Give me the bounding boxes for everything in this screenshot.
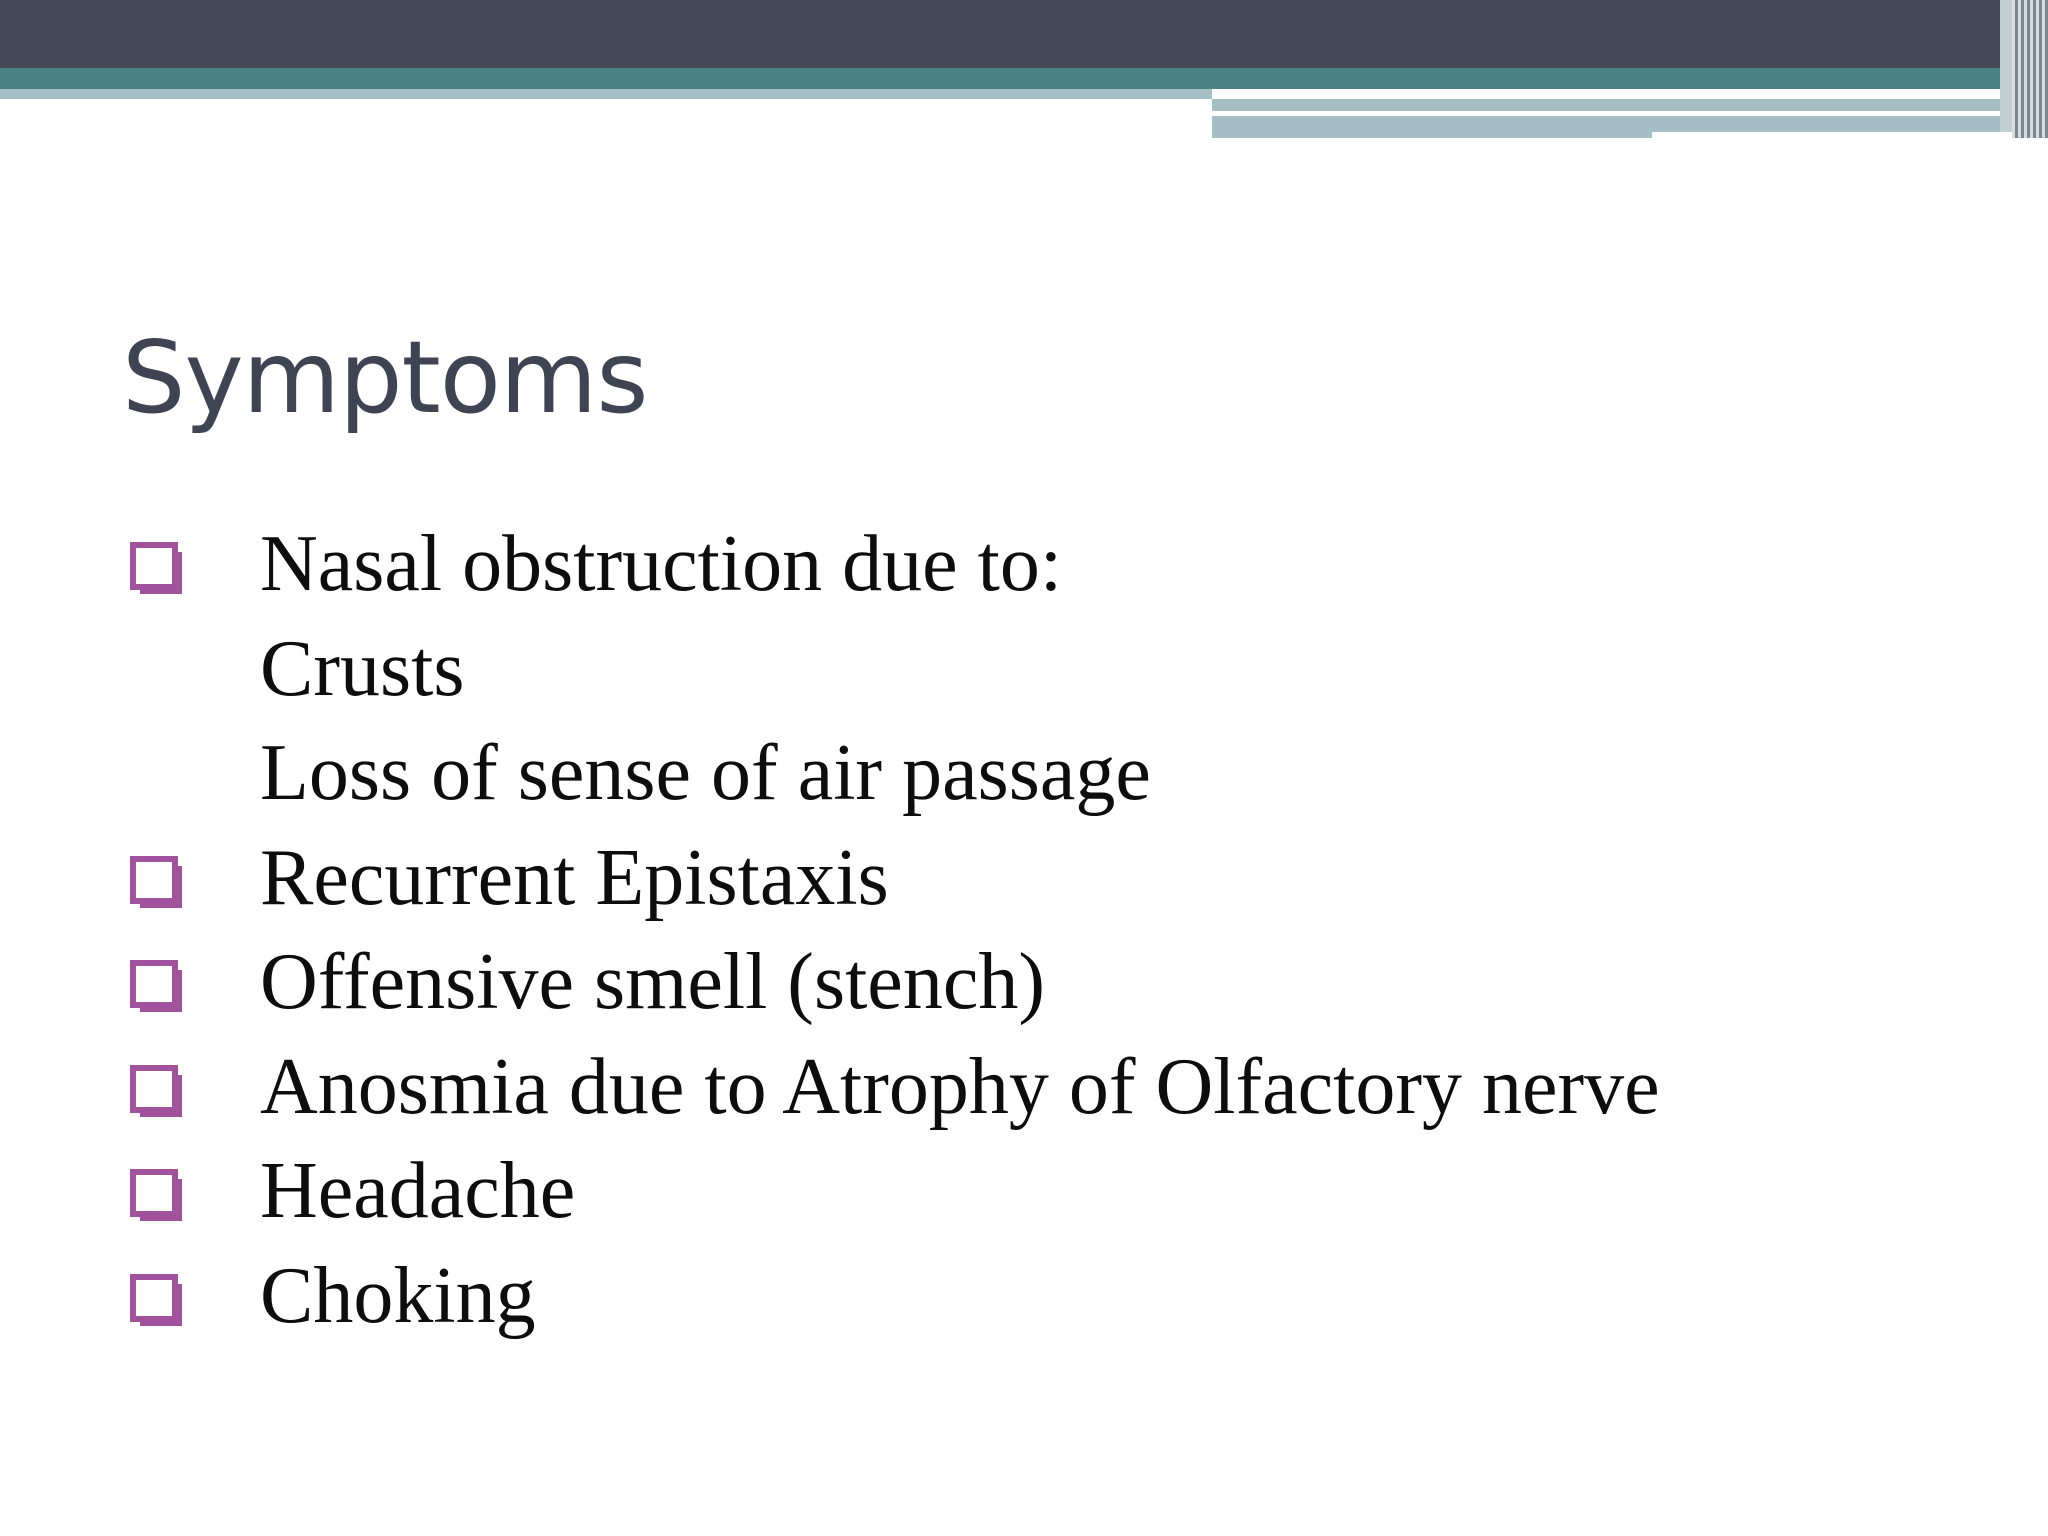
checkbox-bullet-icon (130, 856, 182, 908)
list-item-text: Anosmia due to Atrophy of Olfactory nerve (260, 1042, 1660, 1131)
list-item (0, 826, 2048, 931)
list-item-text: Nasal obstruction due to: (260, 520, 1063, 608)
header-light-bar-lower-right (1652, 116, 2012, 132)
list-item (0, 1139, 2048, 1244)
header-light-bar-right (1212, 99, 2012, 111)
checkbox-bullet-icon (130, 960, 182, 1012)
header-teal-bar (0, 68, 2048, 89)
header-light-bar-lower (1212, 116, 1652, 138)
symptom-list (0, 512, 2048, 1348)
list-item (0, 930, 2048, 1035)
checkbox-bullet-icon (130, 1274, 182, 1326)
list-item-text: Recurrent Epistaxis (260, 833, 889, 922)
list-item-text: Offensive smell (stench) (260, 938, 1045, 1026)
header-edge-stripes (2012, 0, 2048, 138)
header-dark-bar (0, 0, 2048, 68)
list-item (0, 1035, 2048, 1140)
list-item-text: Headache (260, 1147, 576, 1235)
list-item-text: Loss of sense of air passage (260, 729, 1151, 817)
list-item (0, 721, 2048, 826)
header-edge-block (2000, 0, 2012, 132)
list-item (0, 617, 2048, 722)
checkbox-bullet-icon (130, 1065, 182, 1117)
checkbox-bullet-icon (130, 542, 182, 594)
list-item (0, 1244, 2048, 1349)
slide-title: Symptoms (122, 319, 648, 436)
list-item-text: Choking (260, 1251, 536, 1340)
list-item-text: Crusts (260, 624, 465, 713)
checkbox-bullet-icon (130, 1169, 182, 1221)
list-item (0, 512, 2048, 617)
header-light-bar-left (0, 89, 1212, 99)
